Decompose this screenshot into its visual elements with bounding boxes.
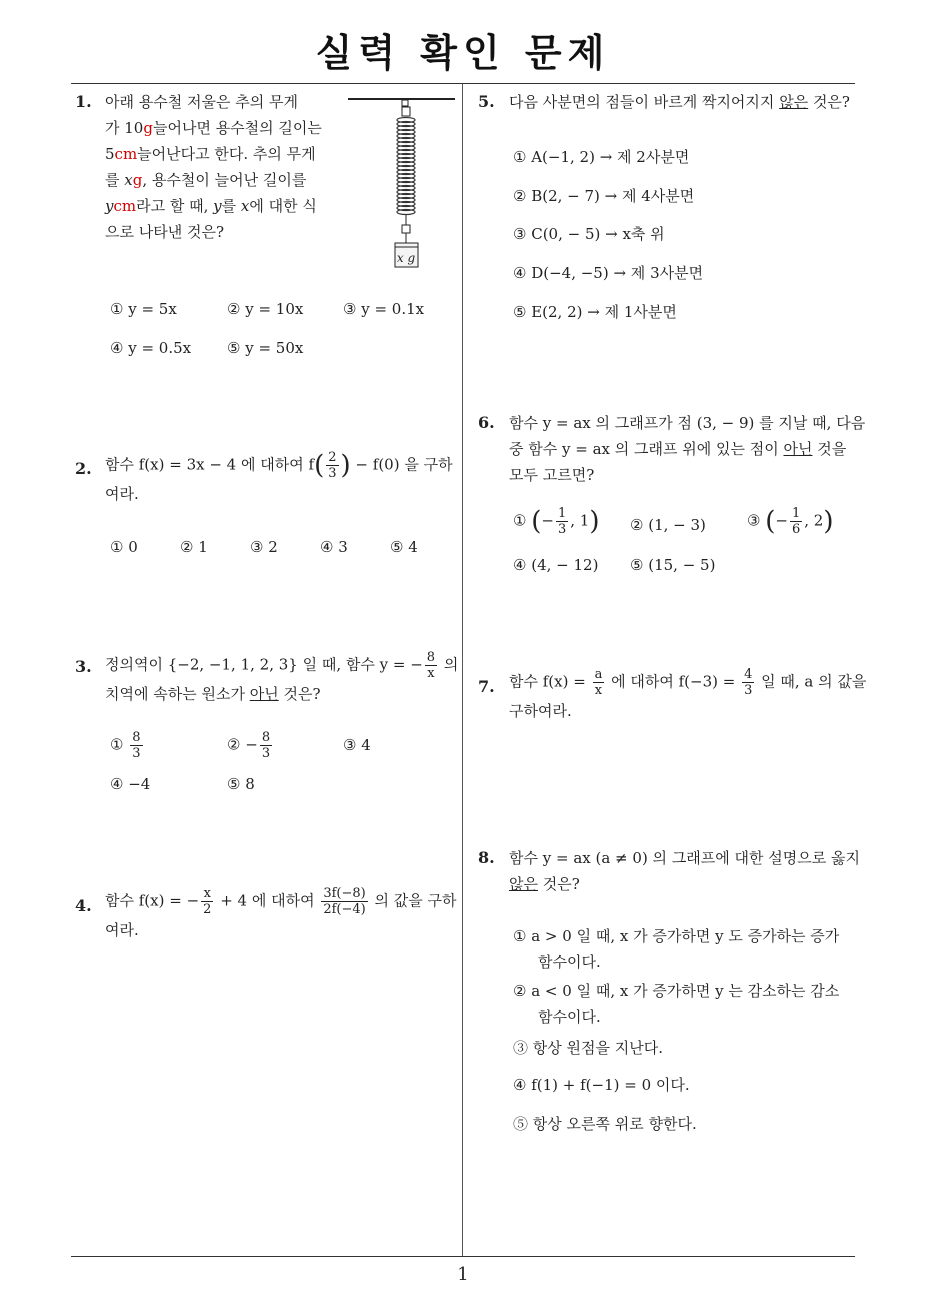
option-1[interactable]: ① $\frac{8}{3}$ (110, 730, 141, 761)
question-5-number: 5. (478, 92, 495, 111)
text-line: 함수 f(x) = − $\frac{x}{2}$ + 4 에 대하여 $\frac{3f(-8)}{2f(-4)}$ 의 값을 구하 (105, 886, 457, 917)
option-5[interactable]: ⑤ E(2, 2) → 제 1사분면 (513, 303, 677, 321)
option-4[interactable]: ④ f(1) + f(−1) = 0 이다. (513, 1076, 690, 1094)
question-text (105, 89, 330, 245)
option-2[interactable]: ② a < 0 일 때, x 가 증가하면 y 는 감소하는 감소 함수이다. (513, 982, 840, 1026)
option-3[interactable]: ③ 2 (250, 538, 278, 556)
text-line: 함수 f(x) = $\frac{a}{x}$ 에 대하여 f(−3) = $\frac{4}{3}$ 일 때, a 의 값을 (509, 667, 867, 698)
text-line: 모두 고르면? (509, 466, 595, 484)
option-4[interactable]: ④ −4 (110, 775, 151, 793)
text-line: 함수 f(x) = 3x − 4 에 대하여 f( $\frac{2}{3}$ ) − f(0) 을 구하 (105, 450, 453, 481)
option-5[interactable]: ⑤ (15, − 5) (630, 556, 716, 574)
fraction: $\frac{2}{3}$ (328, 450, 337, 481)
fraction: $\frac{8}{x}$ (426, 650, 436, 681)
weight-label: x g (396, 251, 416, 265)
option-5[interactable]: ⑤ 4 (390, 538, 418, 556)
column-divider (462, 84, 463, 1257)
question-8-number: 8. (478, 848, 495, 867)
question-7-number: 7. (478, 677, 495, 696)
text-line: 으로 나타낸 것은? (105, 223, 225, 241)
option-2[interactable]: ② − $\frac{8}{3}$ (227, 730, 271, 761)
option-5[interactable]: ⑤ 8 (227, 775, 255, 793)
option-2[interactable]: ② B(2, − 7) → 제 4사분면 (513, 187, 695, 205)
option-5[interactable]: ⑤ 항상 오른쪽 위로 향한다. (513, 1115, 697, 1133)
spring-scale-figure (345, 95, 457, 270)
text-line: 중 함수 y = ax 의 그래프 위에 있는 점이 아닌 것을 (509, 440, 847, 458)
option-3[interactable]: ③ y = 0.1x (343, 300, 425, 318)
top-rule (71, 83, 855, 84)
option-1[interactable]: ① 0 (110, 538, 138, 556)
text-line: 함수 y = ax (a ≠ 0) 의 그래프에 대한 설명으로 옳지 (509, 849, 861, 867)
question-7-text (509, 667, 867, 724)
text-line: 여라. (105, 485, 139, 503)
option-2[interactable]: ② 1 (180, 538, 208, 556)
fraction: $\frac{a}{x}$ (594, 667, 603, 698)
page-number: 1 (457, 1264, 469, 1285)
text-line: 5cm늘어난다고 한다. 추의 무게 (105, 145, 316, 163)
page-title: 실력 확인 문제 (315, 31, 611, 75)
question-2-number: 2. (75, 459, 92, 478)
option-1[interactable]: ① (− $\frac{1}{3}$ , 1) (513, 506, 600, 537)
option-3[interactable]: ③ 항상 원점을 지난다. (513, 1039, 663, 1057)
option-4[interactable]: ④ 3 (320, 538, 348, 556)
text-line: 가 10g늘어나면 용수철의 길이는 (105, 119, 322, 137)
option-2[interactable]: ② y = 10x (227, 300, 304, 318)
question-6-number: 6. (478, 413, 495, 432)
bottom-rule (71, 1256, 855, 1257)
question-3-number: 3. (75, 657, 92, 676)
text-line: 함수 y = ax 의 그래프가 점 (3, − 9) 를 지날 때, 다음 (509, 414, 866, 432)
question-6-text (509, 410, 864, 488)
fraction: $\frac{4}{3}$ (744, 667, 753, 698)
question-8-text (509, 845, 864, 897)
text-line: 정의역이 {−2, −1, 1, 2, 3} 일 때, 함수 y = − $\frac{8}{x}$ 의 (105, 650, 459, 681)
option-1[interactable]: ① a > 0 일 때, x 가 증가하면 y 도 증가하는 증가 함수이다. (513, 927, 840, 971)
option-3[interactable]: ③ (− $\frac{1}{6}$ , 2) (747, 506, 834, 537)
question-number: 1. (75, 92, 92, 111)
question-4-text (105, 886, 460, 943)
option-4[interactable]: ④ (4, − 12) (513, 556, 599, 574)
text-line: 않은 것은? (509, 875, 580, 893)
text-line: 여라. (105, 921, 139, 939)
spring-coil (397, 118, 415, 215)
option-1[interactable]: ① y = 5x (110, 300, 177, 318)
question-2-text (105, 450, 460, 507)
fraction: $\frac{x}{2}$ (203, 886, 212, 917)
text-line: 아래 용수철 저울은 추의 무게 (105, 93, 298, 111)
option-4[interactable]: ④ D(−4, −5) → 제 3사분면 (513, 264, 704, 282)
question-5-text: 다음 사분면의 점들이 바르게 짝지어지지 않은 것은? (509, 93, 850, 111)
option-2[interactable]: ② (1, − 3) (630, 516, 706, 534)
text-line: 구하여라. (509, 702, 572, 720)
text-line: 를 xg, 용수철이 늘어난 길이를 (105, 171, 307, 189)
fraction: $\frac{3f(-8)}{2f(-4)}$ (323, 886, 366, 917)
option-3[interactable]: ③ 4 (343, 736, 371, 754)
question-4-number: 4. (75, 896, 92, 915)
question-3-text (105, 650, 460, 707)
text-line: ycm라고 할 때, y를 x에 대한 식 (105, 197, 317, 215)
option-5[interactable]: ⑤ y = 50x (227, 339, 304, 357)
option-1[interactable]: ① A(−1, 2) → 제 2사분면 (513, 148, 690, 166)
option-3[interactable]: ③ C(0, − 5) → x축 위 (513, 225, 665, 243)
text-line: 치역에 속하는 원소가 아닌 것은? (105, 685, 321, 703)
option-4[interactable]: ④ y = 0.5x (110, 339, 192, 357)
